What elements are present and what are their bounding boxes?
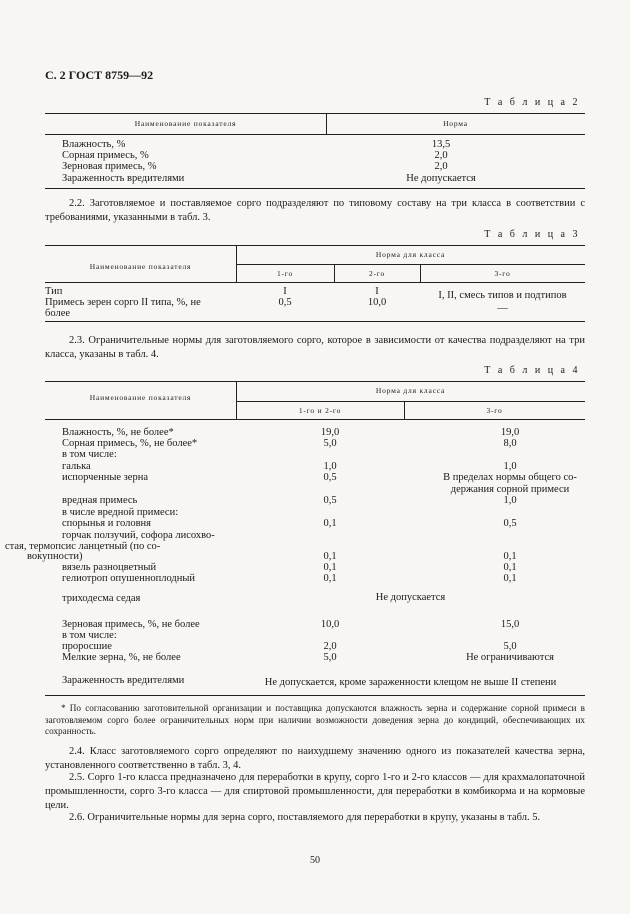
table4-cell-class3: 15,0 [500, 619, 520, 630]
table4-cell-class12: 10,0 [320, 619, 340, 630]
table4-cell-class3: 0,1 [503, 562, 517, 573]
table4-row-name: в числе вредной примеси: [62, 507, 179, 518]
table4-row-name: стая, термопсис ланцетный (по со- [5, 541, 161, 552]
table4-cell-class3: 1,0 [503, 495, 517, 506]
table4-header-rule [45, 419, 585, 420]
paragraph-2-3: 2.3. Ограничительные нормы для заготовляемого сорго, которое в зависимости от качества подразделяют на три класса, указаны в табл. 4. [45, 335, 585, 360]
table4-cell-class3: 0,1 [503, 573, 517, 584]
table2-row-value: 13,5 [431, 139, 451, 150]
table4-col-group: Норма для класса [375, 386, 446, 395]
table3-row-name: более [45, 308, 71, 319]
table3-cell: 10,0 [367, 297, 387, 308]
table3-cell: I [283, 286, 287, 297]
table3-col-group: Норма для класса [375, 250, 446, 259]
table3-col-class1: 1-го [276, 269, 294, 278]
table2-row-name: Сорная примесь, % [62, 150, 149, 161]
table4-bottom-rule [45, 695, 585, 696]
table3-col-class3: 3-го [494, 269, 511, 278]
table4-row-name: вязель разноцветный [62, 562, 157, 573]
table3-cell: I [375, 286, 379, 297]
table4-row-name: Влажность, %, не более* [62, 427, 174, 438]
table3-bottom-rule [45, 321, 585, 322]
table2-top-rule [45, 113, 585, 114]
table4-row-name: триходесма седая [62, 593, 141, 604]
table4-row-name: галька [62, 461, 91, 472]
table4-row-name: гелиотроп опушенноплодный [62, 573, 196, 584]
table4-cell-class3: 0,5 [503, 518, 517, 529]
table2-label: Т а б л и ц а 2 [484, 97, 580, 108]
table4-cell-class3: В пределах нормы общего со- [443, 472, 577, 483]
table4-cell-class12: 0,5 [323, 495, 337, 506]
table3-subheader-rule [236, 264, 585, 265]
table2-col-norm: Норма [443, 119, 468, 128]
table4-row-name: вокупности) [27, 551, 83, 562]
paragraph-2-2: 2.2. Заготовляемое и поставляемое сорго подразделяют по типовому составу на три класса в соответствии с требованиями, указанными в табл. 3. [45, 198, 585, 223]
table3-cell: — [497, 303, 508, 314]
table3-top-rule [45, 245, 585, 246]
table4-cell-class12: 1,0 [323, 461, 337, 472]
table4-top-rule [45, 381, 585, 382]
table4-col-class12: 1-го и 2-го [298, 406, 342, 415]
table4-cell-class12: 5,0 [323, 438, 337, 449]
table4-cell-class12: 19,0 [320, 427, 340, 438]
table4-label: Т а б л и ц а 4 [484, 365, 580, 376]
table4-row-name: проросшие [62, 641, 112, 652]
paragraph-2-6: 2.6. Ограничительные нормы для зерна сорго, поставляемого для переработки в крупу, указаны в табл. 5. [69, 812, 541, 823]
table3-col-class2: 2-го [368, 269, 386, 278]
table4-cell-class3: 5,0 [503, 641, 517, 652]
table4-row-name: Мелкие зерна, %, не более [62, 652, 181, 663]
table3-row-name: Тип [45, 286, 63, 297]
table3-label: Т а б л и ц а 3 [484, 229, 580, 240]
table2-bottom-rule [45, 188, 585, 189]
table4-cell-class12: 0,1 [323, 518, 337, 529]
table4-cell-class12: 2,0 [323, 641, 337, 652]
table4-row-name: Зараженность вредителями [62, 675, 185, 686]
table4-cell-class12: 0,1 [323, 551, 337, 562]
table4-cell-class12: 0,1 [323, 562, 337, 573]
table2-header-rule [45, 134, 585, 135]
table2-row-name: Влажность, % [62, 139, 126, 150]
footnote: * По согласованию заготовительной организации и поставщика допускаются влажность зерна и содержание сорной примеси в заготовляемом сорго более ограничительных норм при наличии возможности доведения зерна до кондиций, обеспечивающих их сохранность. [45, 703, 585, 736]
table4-cell-class12: 5,0 [323, 652, 337, 663]
table2-row-value: 2,0 [434, 150, 448, 161]
table4-cell-class3: держания сорной примеси [450, 484, 570, 495]
table4-col-name: Наименование показателя [89, 393, 192, 402]
table4-row-name: в том числе: [62, 449, 117, 460]
table4-row-name: Зерновая примесь, %, не более [62, 619, 200, 630]
table4-cell-class3: Не ограничиваются [466, 652, 554, 663]
table4-row-name: Сорная примесь, %, не более* [62, 438, 198, 449]
table4-cell-class12: 0,5 [323, 472, 337, 483]
table4-row-name: в том числе: [62, 630, 117, 641]
table4-cell-class12: 0,1 [323, 573, 337, 584]
table4-row-name: испорченные зерна [62, 472, 148, 483]
table4-span-cell: Не допускается, кроме зараженности клещом не выше II степени [264, 677, 557, 688]
table4-row-name: спорынья и головня [62, 518, 151, 529]
table4-span-cell: Не допускается [375, 592, 446, 603]
table3-header-rule [45, 282, 585, 283]
table4-row-name: вредная примесь [62, 495, 138, 506]
table4-cell-class3: 1,0 [503, 461, 517, 472]
page-number: 50 [310, 855, 320, 866]
table4-subheader-rule [236, 401, 585, 402]
table4-cell-class3: 0,1 [503, 551, 517, 562]
page-header: С. 2 ГОСТ 8759—92 [45, 68, 154, 82]
table2-row-name: Зерновая примесь, % [62, 161, 157, 172]
table4-cell-class3: 8,0 [503, 438, 517, 449]
table2-row-value: Не допускается [406, 173, 476, 184]
table2-row-name: Зараженность вредителями [62, 173, 185, 184]
table3-cell: 0,5 [278, 297, 292, 308]
table2-col-name: Наименование показателя [134, 119, 237, 128]
table4-col-class3: 3-го [486, 406, 503, 415]
table3-col-name: Наименование показателя [89, 262, 192, 271]
paragraph-2-4: 2.4. Класс заготовляемого сорго определяют по наихудшему значению одного из показателей качества зерна, установленного соответственно в табл. 3, 4. [45, 746, 585, 771]
table4-row-name: горчак ползучий, софора лисохво- [62, 530, 215, 541]
table4-cell-class3: 19,0 [500, 427, 520, 438]
paragraph-2-5: 2.5. Сорго 1-го класса предназначено для переработки в крупу, сорго 1-го и 2-го классов — для крахмалопаточной промышленности, сорго 3-го класса — для спиртовой промышленности, для переработки в комбикорма и на кормовые цели. [45, 772, 585, 811]
table2-row-value: 2,0 [434, 161, 448, 172]
table3-cell: I, II, смесь типов и подтипов [438, 290, 567, 301]
table3-row-name: Примесь зерен сорго II типа, %, не [45, 297, 201, 308]
